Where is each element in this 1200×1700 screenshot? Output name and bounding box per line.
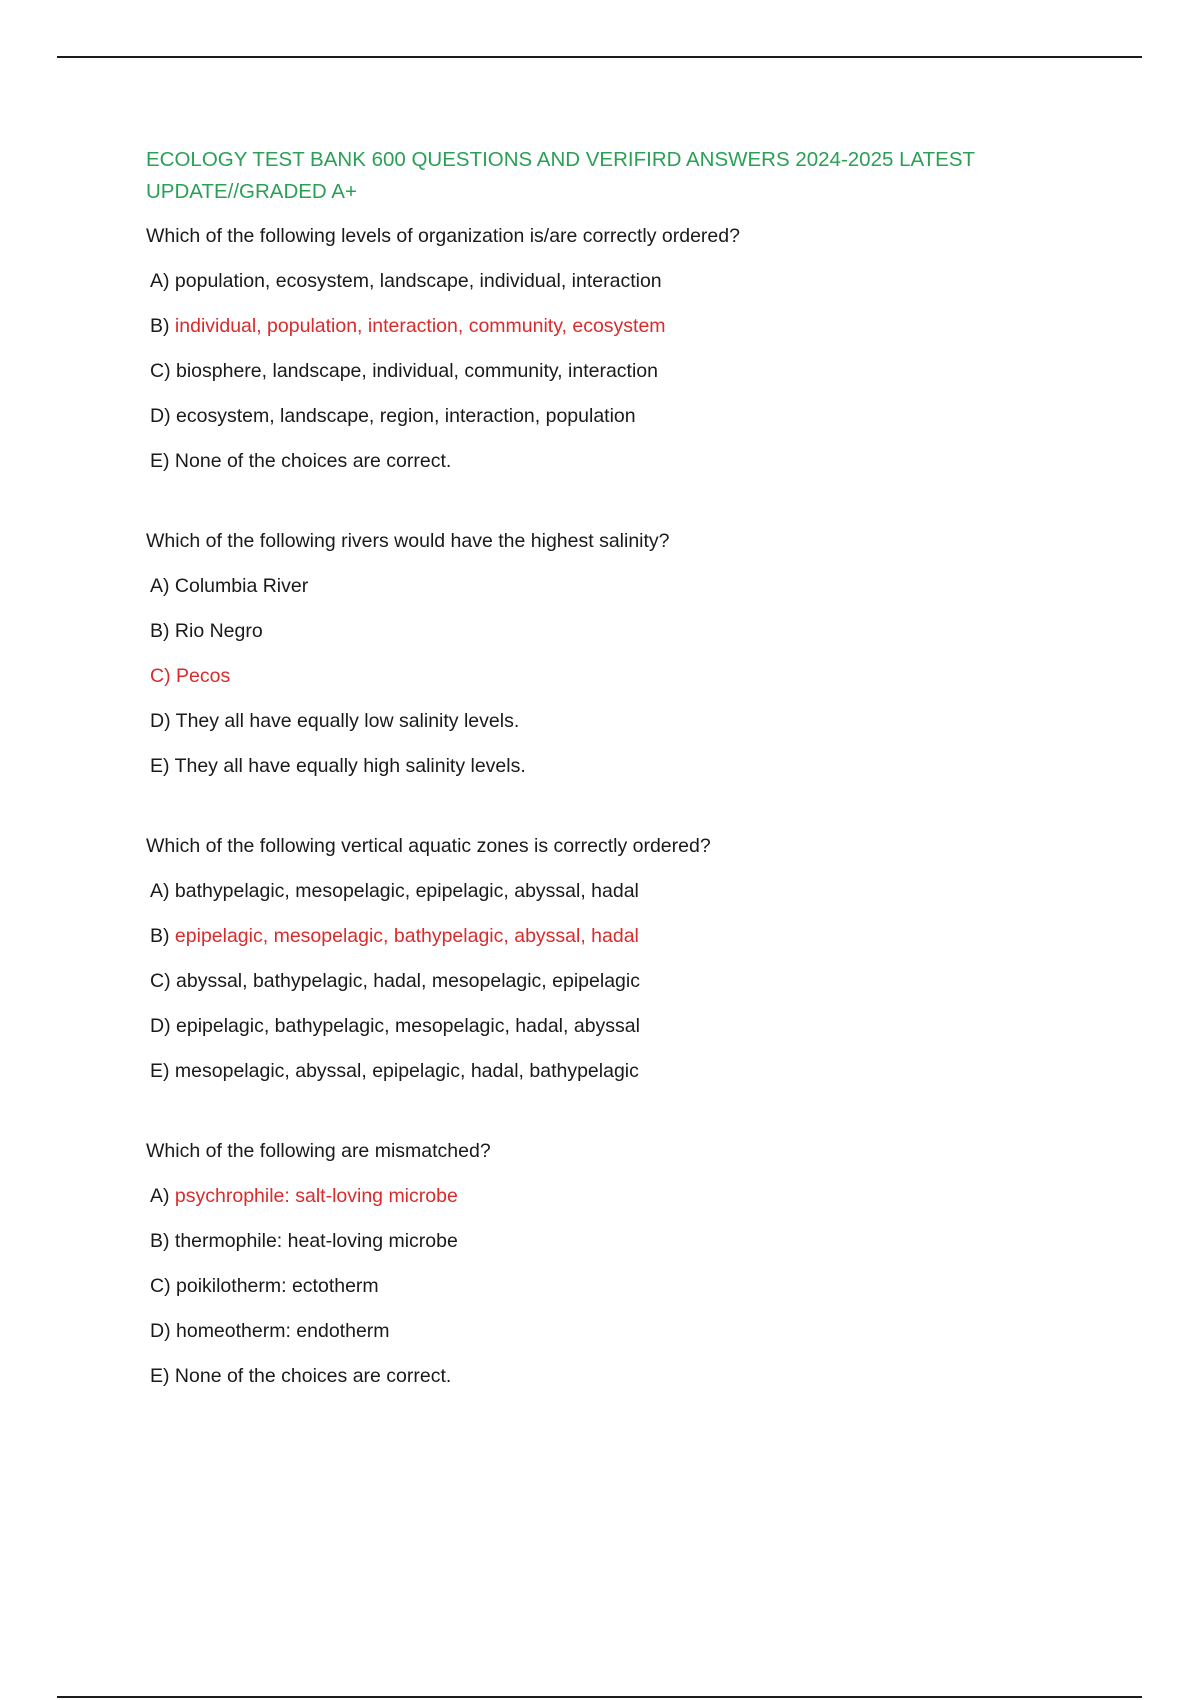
- option-letter: B): [150, 1230, 170, 1252]
- option-text: ecosystem, landscape, region, interaction, population: [176, 405, 636, 427]
- option-letter: B): [150, 315, 170, 337]
- option-a-correct: [150, 1180, 1146, 1212]
- option-letter: D): [150, 1015, 171, 1037]
- option-letter: D): [150, 710, 171, 732]
- option-text: They all have equally high salinity levels.: [174, 755, 526, 777]
- option-b: [150, 615, 1146, 647]
- option-a: [150, 570, 1146, 602]
- question-text: Which of the following levels of organization is/are correctly ordered?: [146, 225, 740, 247]
- option-e: [150, 1360, 1146, 1392]
- option-d: [150, 705, 1146, 737]
- option-b-correct: [150, 310, 1146, 342]
- option-text: bathypelagic, mesopelagic, epipelagic, abyssal, hadal: [174, 880, 639, 902]
- option-text: poikilotherm: ectotherm: [176, 1275, 379, 1297]
- option-text: thermophile: heat-loving microbe: [174, 1230, 458, 1252]
- option-b: [150, 1225, 1146, 1257]
- option-e: [150, 445, 1146, 477]
- option-letter: E): [150, 1365, 170, 1387]
- option-text: mesopelagic, abyssal, epipelagic, hadal, bathypelagic: [174, 1060, 639, 1082]
- option-text: abyssal, bathypelagic, hadal, mesopelagic, epipelagic: [176, 970, 640, 992]
- option-letter: E): [150, 755, 170, 777]
- document-body: [146, 144, 1146, 1440]
- option-text: population, ecosystem, landscape, individual, interaction: [174, 270, 662, 292]
- option-d: [150, 1315, 1146, 1347]
- footer-rule: [57, 1696, 1142, 1698]
- question-block: [146, 525, 1146, 782]
- option-letter: A): [150, 575, 170, 597]
- option-c: [150, 355, 1146, 387]
- option-c: [150, 1270, 1146, 1302]
- option-letter: C): [150, 665, 171, 687]
- option-letter: B): [150, 925, 170, 947]
- option-e: [150, 1055, 1146, 1087]
- option-text: Columbia River: [174, 575, 309, 597]
- option-letter: C): [150, 970, 171, 992]
- option-a: [150, 875, 1146, 907]
- option-letter: E): [150, 450, 170, 472]
- correct-answer-text: epipelagic, mesopelagic, bathypelagic, abyssal, hadal: [174, 925, 639, 947]
- option-text: epipelagic, bathypelagic, mesopelagic, hadal, abyssal: [176, 1015, 640, 1037]
- option-c: [150, 965, 1146, 997]
- correct-answer-text: individual, population, interaction, community, ecosystem: [174, 315, 666, 337]
- option-e: [150, 750, 1146, 782]
- option-letter: B): [150, 620, 170, 642]
- option-text: None of the choices are correct.: [174, 1365, 452, 1387]
- correct-answer-text: psychrophile: salt-loving microbe: [174, 1185, 458, 1207]
- question-block: [146, 830, 1146, 1087]
- option-letter: A): [150, 1185, 170, 1207]
- option-text: Rio Negro: [174, 620, 263, 642]
- correct-answer-text: Pecos: [176, 665, 231, 687]
- question-block: [146, 1135, 1146, 1392]
- option-text: None of the choices are correct.: [174, 450, 452, 472]
- document-title: ECOLOGY TEST BANK 600 QUESTIONS AND VERIFIRD ANSWERS 2024-2025 LATEST UPDATE//GRADED A+: [146, 148, 975, 203]
- header-rule: [57, 56, 1142, 58]
- option-text: homeotherm: endotherm: [176, 1320, 390, 1342]
- question-block: [146, 220, 1146, 477]
- option-letter: C): [150, 360, 171, 382]
- option-letter: D): [150, 405, 171, 427]
- option-d: [150, 400, 1146, 432]
- option-d: [150, 1010, 1146, 1042]
- question-text: Which of the following vertical aquatic zones is correctly ordered?: [146, 835, 711, 857]
- option-letter: C): [150, 1275, 171, 1297]
- option-letter: A): [150, 270, 170, 292]
- option-text: They all have equally low salinity levels.: [175, 710, 520, 732]
- option-letter: D): [150, 1320, 171, 1342]
- option-letter: A): [150, 880, 170, 902]
- question-text: Which of the following are mismatched?: [146, 1140, 491, 1162]
- option-text: biosphere, landscape, individual, community, interaction: [176, 360, 658, 382]
- option-letter: E): [150, 1060, 170, 1082]
- option-b-correct: [150, 920, 1146, 952]
- question-text: Which of the following rivers would have the highest salinity?: [146, 530, 670, 552]
- option-a: [150, 265, 1146, 297]
- option-c-correct: [150, 660, 1146, 692]
